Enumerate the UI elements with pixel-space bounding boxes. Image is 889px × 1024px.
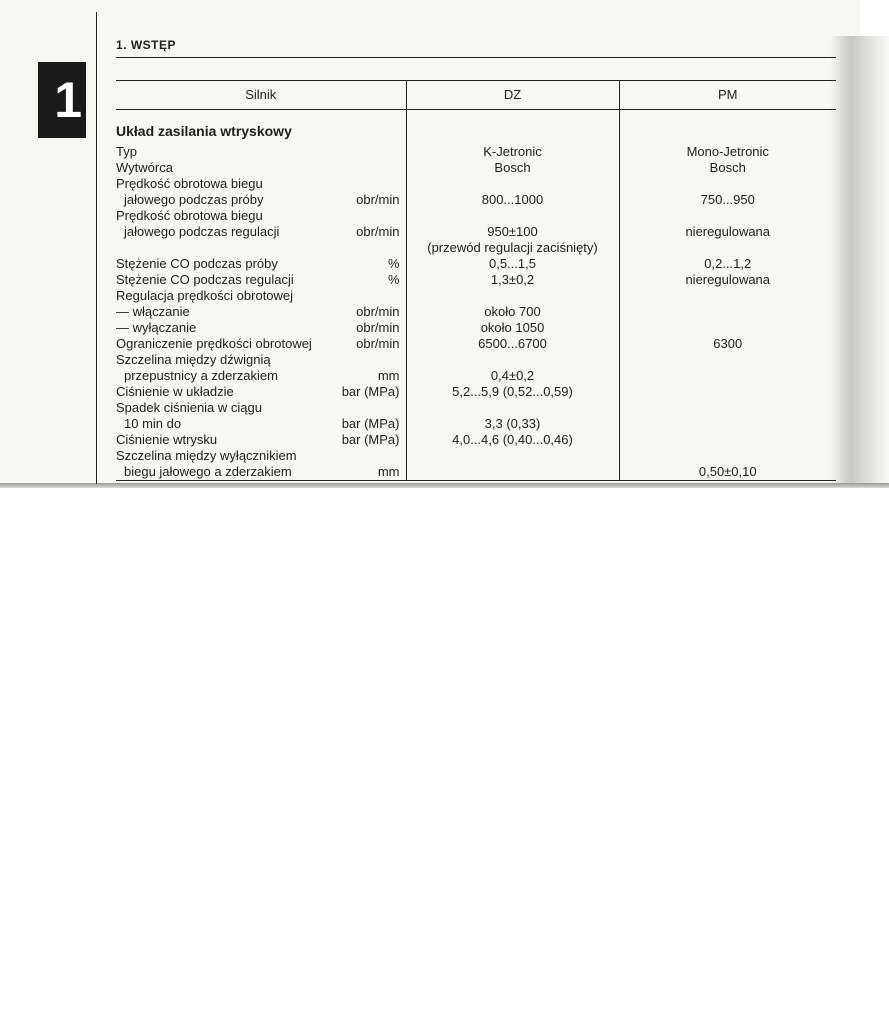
param-label: Szczelina między wyłącznikiem (116, 448, 297, 463)
param-label: Stężenie CO podczas regulacji (116, 272, 294, 287)
pm-value: nieregulowana (685, 272, 771, 287)
param-unit: bar (MPa) (341, 432, 400, 447)
param-unit (400, 448, 406, 464)
param-unit (400, 176, 406, 192)
label-column (116, 110, 406, 481)
param-unit: % (387, 256, 400, 271)
header-rule (116, 57, 836, 58)
param-unit: % (387, 272, 400, 287)
header-engine: Silnik (116, 81, 406, 110)
pm-value (620, 384, 837, 400)
param-label: przepustnicy a zderzakiem (124, 368, 278, 383)
row-label (116, 304, 406, 320)
dz-value: 0,5...1,5 (489, 256, 536, 271)
param-label: Szczelina między dźwignią (116, 352, 271, 367)
param-unit: bar (MPa) (341, 416, 400, 431)
dz-value: 800...1000 (481, 192, 544, 207)
param-unit (400, 352, 406, 368)
header-pm: PM (619, 81, 836, 110)
param-unit: obr/min (356, 320, 400, 335)
dz-value: około 1050 (480, 320, 545, 335)
pm-value (620, 208, 837, 224)
param-label: Ciśnienie wtrysku (116, 432, 218, 447)
row-label (116, 416, 406, 432)
row-label (116, 432, 406, 448)
pm-value (620, 432, 837, 448)
dz-value: około 700 (484, 304, 541, 319)
row-label (116, 224, 406, 240)
page-fold-shadow (830, 36, 889, 488)
spec-table (116, 80, 836, 481)
header-dz: DZ (406, 81, 619, 110)
param-unit (400, 288, 406, 304)
pm-value: 750...950 (700, 192, 755, 207)
pm-value: Mono-Jetronic (686, 144, 769, 159)
table-body-row (116, 110, 836, 481)
param-label: — włączanie (116, 304, 190, 319)
pm-value: 0,50±0,10 (698, 464, 757, 479)
param-label: Spadek ciśnienia w ciągu (116, 400, 262, 415)
row-label (116, 400, 406, 416)
param-unit (400, 144, 406, 160)
margin-rule (96, 12, 97, 484)
param-label: — wyłączanie (116, 320, 197, 335)
pm-value: 6300 (713, 336, 743, 351)
row-label (116, 288, 406, 304)
pm-value: Bosch (709, 160, 746, 175)
pm-value (620, 240, 837, 256)
param-label: Prędkość obrotowa biegu (116, 176, 263, 191)
pm-value (620, 176, 837, 192)
pm-value: 0,2...1,2 (704, 256, 752, 271)
param-unit (400, 208, 406, 224)
dz-value: 6500...6700 (478, 336, 547, 351)
label-lines (116, 144, 406, 480)
param-label: Wytwórca (116, 160, 173, 175)
pm-value (620, 288, 837, 304)
section-title: Układ zasilania wtryskowy (116, 123, 292, 139)
pm-value (620, 448, 837, 464)
param-unit (400, 400, 406, 416)
pm-spacer (620, 110, 837, 144)
dz-value (407, 400, 619, 416)
row-label (116, 448, 406, 464)
row-label (116, 368, 406, 384)
row-label (116, 320, 406, 336)
param-unit: obr/min (356, 224, 400, 239)
dz-value: (przewód regulacji zaciśnięty) (427, 240, 598, 255)
dz-value (407, 352, 619, 368)
dz-value: Bosch (494, 160, 531, 175)
pm-value (620, 416, 837, 432)
dz-value: 5,2...5,9 (0,52...0,59) (452, 384, 573, 399)
row-label (116, 384, 406, 400)
param-unit (400, 160, 406, 176)
param-unit (400, 240, 406, 256)
dz-value (407, 448, 619, 464)
pm-value (620, 400, 837, 416)
param-label: 10 min do (124, 416, 182, 431)
dz-value: 0,4±0,2 (490, 368, 535, 383)
pm-value (620, 320, 837, 336)
dz-value (407, 208, 619, 224)
dz-value (407, 288, 619, 304)
pm-value (620, 304, 837, 320)
dz-spacer (407, 110, 619, 144)
param-unit: obr/min (356, 192, 400, 207)
row-label (116, 256, 406, 272)
dz-value: K-Jetronic (483, 144, 542, 159)
row-label (116, 192, 406, 208)
row-label (116, 176, 406, 192)
pm-value: nieregulowana (685, 224, 771, 239)
row-label (116, 272, 406, 288)
param-label: Ciśnienie w układzie (116, 384, 234, 399)
pm-lines (620, 144, 837, 480)
row-label (116, 240, 406, 256)
param-label: Ograniczenie prędkości obrotowej (116, 336, 312, 351)
param-label: Regulacja prędkości obrotowej (116, 288, 294, 303)
param-label: Stężenie CO podczas próby (116, 256, 278, 271)
dz-value: 3,3 (0,33) (484, 416, 541, 431)
row-label (116, 336, 406, 352)
dz-value (407, 464, 619, 480)
pm-column (619, 110, 836, 481)
pm-value (620, 352, 837, 368)
row-label (116, 464, 406, 480)
param-label: jałowego podczas regulacji (124, 224, 280, 239)
dz-column (406, 110, 619, 481)
param-label: biegu jałowego a zderzakiem (124, 464, 292, 479)
table-header-row (116, 81, 836, 110)
param-unit: mm (377, 368, 400, 383)
row-label (116, 352, 406, 368)
dz-value: 1,3±0,2 (490, 272, 535, 287)
param-unit: obr/min (356, 336, 400, 351)
param-unit: obr/min (356, 304, 400, 319)
param-label: Prędkość obrotowa biegu (116, 208, 263, 223)
dz-lines (407, 144, 619, 480)
dz-value: 950±100 (487, 224, 538, 239)
row-label (116, 208, 406, 224)
page-edge (0, 483, 889, 488)
param-unit: mm (377, 464, 400, 479)
pm-value (620, 368, 837, 384)
param-unit: bar (MPa) (341, 384, 400, 399)
chapter-tab: 1 (38, 62, 86, 138)
row-label (116, 144, 406, 160)
dz-value: 4,0...4,6 (0,40...0,46) (452, 432, 573, 447)
dz-value (407, 176, 619, 192)
row-label (116, 160, 406, 176)
param-label: Typ (116, 144, 137, 159)
section-header: 1. WSTĘP (116, 38, 177, 52)
param-label: jałowego podczas próby (124, 192, 264, 207)
